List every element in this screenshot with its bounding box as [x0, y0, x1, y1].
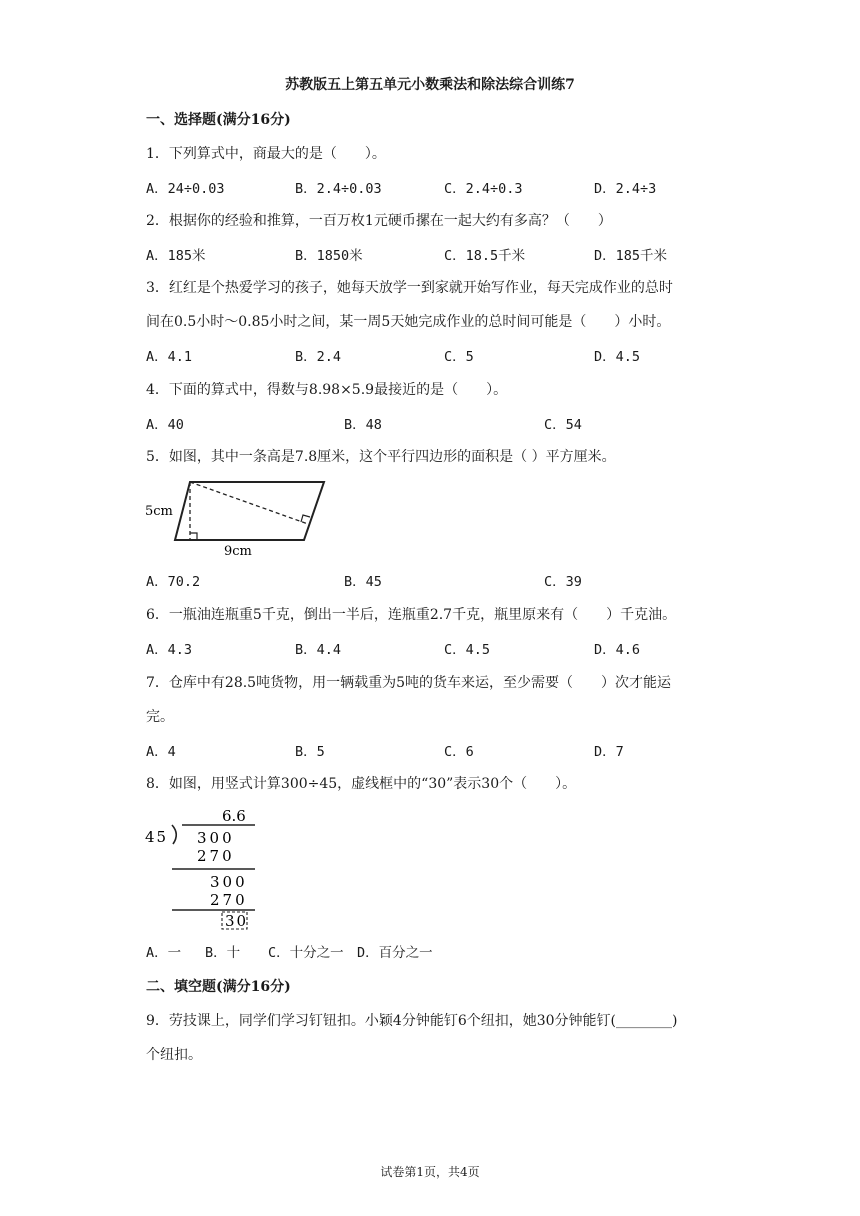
q2-option-c: C．18.5千米 — [444, 248, 526, 264]
q1-option-b: B．2.4÷0.03 — [295, 181, 382, 197]
division-divisor: 45 — [145, 828, 169, 846]
parallelogram-figure — [140, 474, 340, 558]
page-title: 苏教版五上第五单元小数乘法和除法综合训练7 — [285, 77, 575, 93]
q8-option-b: B．十 — [205, 945, 241, 961]
q6-option-d: D．4.6 — [594, 642, 641, 658]
q7-option-a: A．4 — [146, 744, 176, 760]
question-6: 6．一瓶油连瓶重5千克，倒出一半后，连瓶重2.7千克，瓶里原来有（ ）千克油。 — [146, 607, 677, 623]
q4-option-c: C．54 — [544, 417, 582, 433]
q3-option-a: A．4.1 — [146, 349, 193, 365]
q7-option-d: D．7 — [594, 744, 624, 760]
question-7-line-1: 7．仓库中有28.5吨货物，用一辆载重为5吨的货车来运，至少需要（ ）次才能运 — [146, 675, 671, 691]
right-angle-mark-bottom — [190, 533, 197, 540]
q6-option-c: C．4.5 — [444, 642, 491, 658]
q3-option-b: B．2.4 — [295, 349, 342, 365]
section-heading-choice: 一、选择题(满分16分) — [146, 112, 291, 128]
remainder-300: 300 — [210, 873, 248, 891]
product-270-first: 270 — [197, 847, 235, 865]
q8-option-d: D．百分之一 — [357, 945, 433, 961]
question-2: 2．根据你的经验和推算，一百万枚1元硬币摞在一起大约有多高？（ ） — [146, 213, 612, 229]
division-quotient: 6.6 — [222, 807, 246, 825]
q5-option-c: C．39 — [544, 574, 582, 590]
q4-option-b: B．48 — [344, 417, 382, 433]
question-3-line-1: 3．红红是个热爱学习的孩子，她每天放学一到家就开始写作业，每天完成作业的总时 — [146, 280, 673, 296]
page-footer: 试卷第1页，共4页 — [380, 1165, 480, 1179]
q3-option-c: C．5 — [444, 349, 474, 365]
q4-option-a: A．40 — [146, 417, 184, 433]
q2-option-a: A．185米 — [146, 248, 206, 264]
question-3-line-2: 间在0.5小时～0.85小时之间，某一周5天她完成作业的总时间可能是（ ）小时。 — [146, 314, 671, 330]
long-division-figure — [140, 802, 270, 930]
dividend-300: 300 — [197, 829, 235, 847]
question-9-line-2: 个纽扣。 — [146, 1047, 202, 1063]
q8-option-c: C．十分之一 — [268, 945, 344, 961]
q8-option-a: A．一 — [146, 945, 182, 961]
question-5: 5．如图，其中一条高是7.8厘米，这个平行四边形的面积是（ ）平方厘米。 — [146, 449, 616, 465]
parallelogram-shape — [175, 482, 324, 540]
q3-option-d: D．4.5 — [594, 349, 641, 365]
q2-option-d: D．185千米 — [594, 248, 668, 264]
q1-option-a: A．24÷0.03 — [146, 181, 225, 197]
height-line-diagonal — [190, 482, 308, 524]
q6-option-b: B．4.4 — [295, 642, 342, 658]
q5-option-b: B．45 — [344, 574, 382, 590]
question-1: 1．下列算式中，商最大的是（ ）。 — [146, 146, 386, 162]
q1-option-d: D．2.4÷3 — [594, 181, 657, 197]
q7-option-b: B．5 — [295, 744, 325, 760]
question-9-line-1: 9．劳技课上，同学们学习钉钮扣。小颖4分钟能钉6个纽扣，她30分钟能钉(________) — [146, 1013, 678, 1029]
section-heading-fill: 二、填空题(满分16分) — [146, 979, 291, 995]
question-8: 8．如图，用竖式计算300÷45，虚线框中的“30”表示30个（ ）。 — [146, 776, 577, 792]
question-7-line-2: 完。 — [146, 709, 174, 725]
q7-option-c: C．6 — [444, 744, 474, 760]
q1-option-c: C．2.4÷0.3 — [444, 181, 523, 197]
division-bracket — [172, 825, 176, 844]
base-length-label: 9cm — [224, 544, 252, 558]
right-angle-mark-side — [301, 515, 310, 522]
product-270-second: 270 — [210, 891, 248, 909]
q6-option-a: A．4.3 — [146, 642, 193, 658]
remainder-30-boxed: 30 — [225, 912, 249, 930]
side-length-label: 5cm — [145, 504, 173, 519]
q2-option-b: B．1850米 — [295, 248, 363, 264]
question-4: 4．下面的算式中，得数与8.98×5.9最接近的是（ ）。 — [146, 382, 508, 398]
q5-option-a: A．70.2 — [146, 574, 201, 590]
